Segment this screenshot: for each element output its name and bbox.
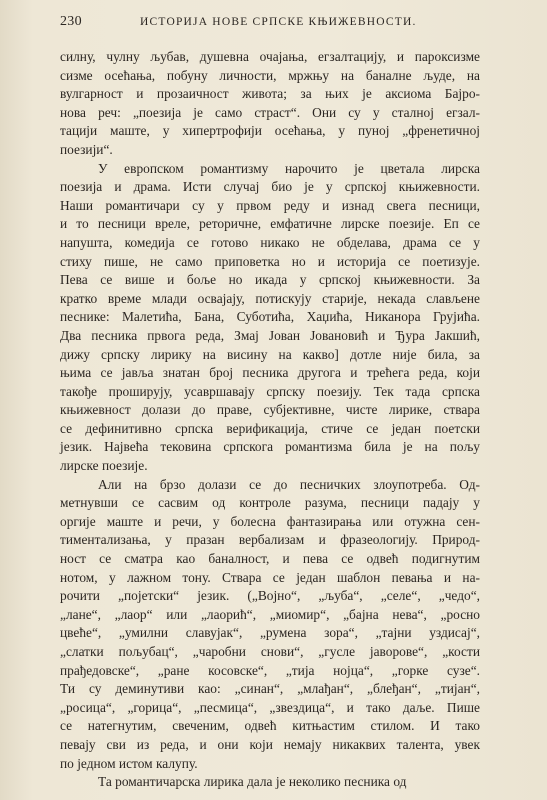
text-line: језик. Највећа тековина српскога романтизма била је на пољу bbox=[60, 439, 480, 455]
text-line: кратко време млади освајају, потискују старије, некада слављене bbox=[60, 290, 480, 306]
text-line: књижевност долази до праве, субјективне, чисте лирике, ствара bbox=[60, 402, 480, 418]
text-line: „слатки пољубац“, „чаробни снови“, „гусле јаворове“, „кости bbox=[60, 644, 480, 659]
paragraph bbox=[60, 48, 480, 160]
text-line: У европском романтизму нарочито је цветала лирска bbox=[98, 160, 480, 176]
text-line: Ти су деминутиви као: „синан“, „млађан“, „блеђан“, „тијан“, bbox=[60, 681, 480, 697]
text-line: нова реч: „поезија је само страст“. Они су у сталној егзал- bbox=[60, 104, 480, 120]
text-line: тацији маште, у хипертрофији осећања, у пуној „френетичној bbox=[60, 123, 480, 139]
text-line: поезији“. bbox=[60, 141, 113, 157]
paragraph bbox=[60, 476, 480, 774]
text-line: Наши романтичари су у првом реду и изнад свега песници, bbox=[60, 197, 480, 213]
text-line: вулгарност и прозаичност живота; за њих је аксиома Бајро- bbox=[60, 86, 480, 102]
text-line: певају сви из реда, и они који немају никаквих талента, увек bbox=[60, 736, 480, 752]
paragraph bbox=[60, 773, 480, 792]
page-number: 230 bbox=[60, 14, 82, 29]
body-text bbox=[60, 48, 480, 792]
text-line: Та романтичарска лирика дала је неколико песника од bbox=[98, 774, 407, 790]
running-title: ИСТОРИЈА НОВЕ СРПСКЕ КЊИЖЕВНОСТИ. bbox=[140, 16, 417, 28]
paragraph bbox=[60, 160, 480, 476]
text-line: по једном истом калупу. bbox=[60, 755, 198, 771]
text-line: дижу српску лирику на висину на какво] дотле није била, за bbox=[60, 346, 480, 362]
text-line: „росица“, „горица“, „песмица“, „звездица“, и тако даље. Пише bbox=[60, 699, 480, 715]
text-line: метнувши се сасвим од контроле разума, песници падају у bbox=[60, 495, 480, 511]
text-line: такође проширују, усавршавају српску поезију. Тек тада српска bbox=[60, 383, 480, 399]
text-line: Али на брзо долази се до песничких злоупотреба. Од- bbox=[98, 476, 480, 492]
text-line: ност се сматра као баналност, и пева се одвећ подигнутим bbox=[60, 551, 480, 567]
text-line: силну, чулну љубав, душевна очајања, егзалтацију, и пароксизме bbox=[60, 49, 480, 64]
text-line: „лане“, „лаор“ или „лаорић“, „миомир“, „бајна нева“, „росно bbox=[60, 606, 480, 622]
text-line: тиментализања, у празан вербализам и фразеологију. Природ- bbox=[60, 532, 480, 548]
text-line: стиху пише, не само приповетка но и историја се поетизује. bbox=[60, 253, 480, 269]
text-line: Пева се више и боље но икада у српској књижевности. За bbox=[60, 272, 480, 288]
text-line: њима се јавља знатан број песника другога и трећега реда, који bbox=[60, 365, 480, 381]
text-line: напушта, комедија се готово никако не обделава, драма се у bbox=[60, 234, 480, 250]
text-line: рочити „појетски“ језик. („Војно“, „љуба“, „селе“, „чедо“, bbox=[60, 588, 480, 604]
text-line: оргије маште и речи, у болесна фантазирања или отужна сен- bbox=[60, 513, 480, 529]
text-line: се натегнутим, свеченим, одвећ китњастим стилом. И тако bbox=[60, 718, 480, 734]
page-header bbox=[60, 14, 480, 34]
text-line: поезија и драма. Исти случај био је у српској књижевности. bbox=[60, 179, 480, 195]
text-line: цвеће“, „умилни славујак“, „румена зора“, „тајни уздисај“, bbox=[60, 625, 480, 641]
text-line: прађедовске“, „ране косовске“, „тија нојца“, „горке сузе“. bbox=[60, 662, 480, 678]
text-line: и то песници вреле, реторичне, емфатичне лирске поезије. Еп се bbox=[60, 216, 480, 232]
text-line: лирске поезије. bbox=[60, 458, 148, 474]
text-line: песнике: Малетића, Бана, Суботића, Хаџића, Никанора Грујића. bbox=[60, 309, 480, 325]
text-line: се дефинитивно српска верификација, стиче се један поетски bbox=[60, 420, 480, 436]
text-line: нотом, у лажном тону. Ствара се један шаблон певања и на- bbox=[60, 569, 480, 585]
text-line: Два песника првога реда, Змај Јован Јовановић и Ђура Јакшић, bbox=[60, 327, 480, 343]
text-line: сизме осећања, побуну личности, мржњу на баналне људе, на bbox=[60, 67, 480, 83]
